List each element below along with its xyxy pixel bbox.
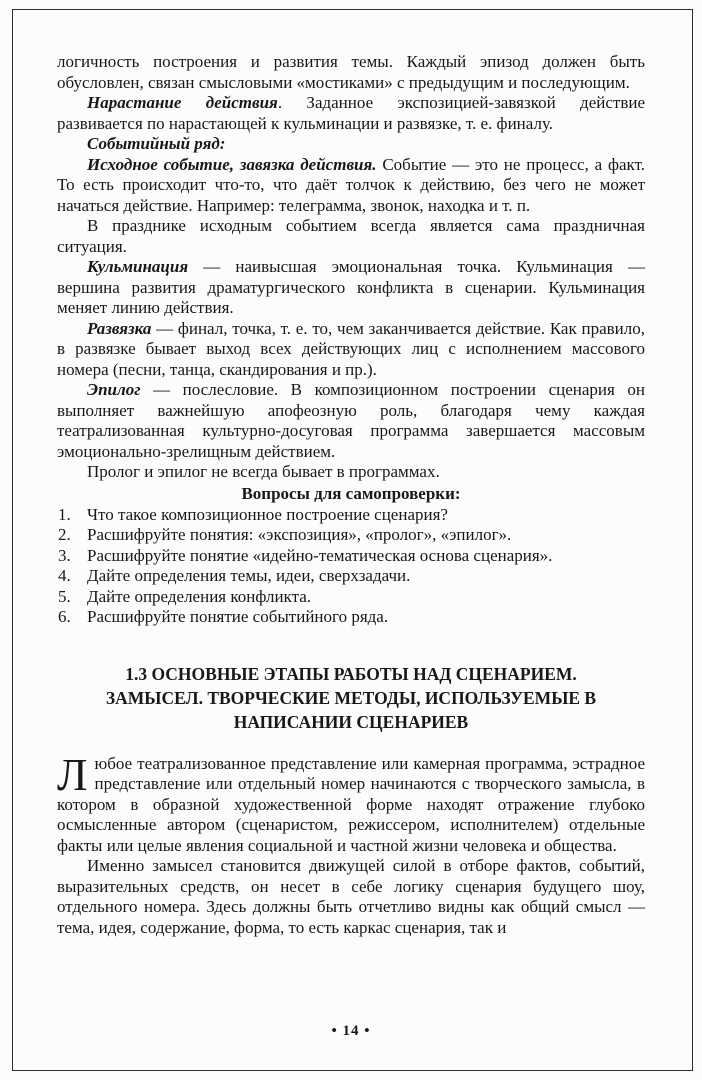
paragraph-zamysel-sila: Именно замысел становится движущей силой в отборе фактов, событий, выразительных средств, он несет в себе логику сценария будущего шоу, отдельного номера. Здесь должны быть отчетливо видны как общий смысл — тема, идея, содержание, форма, то есть каркас сценария, так и [57, 856, 645, 937]
paragraph-text: . Заданное экспозицией-завязкой действие развивается по нарастающей к кульминации и развязке, т. е. финалу. [57, 93, 645, 133]
section-heading-line: НАПИСАНИИ СЦЕНАРИЕВ [233, 711, 469, 732]
page-content [57, 52, 645, 938]
drop-cap-letter: Л [57, 749, 88, 800]
term-razvyazka: Развязка [87, 318, 152, 338]
list-item-number: 5. [58, 586, 71, 606]
list-item [57, 525, 645, 546]
paragraph-prazdnik: В празднике исходным событием всегда является сама праздничная ситуация. [57, 216, 645, 256]
list-item [57, 505, 645, 526]
section-heading-1-3 [57, 662, 645, 734]
self-check-questions-heading: Вопросы для самопроверки: [241, 483, 461, 503]
paragraph-kulminaciya [57, 257, 645, 319]
list-item [57, 587, 645, 608]
list-item-text: Дайте определения темы, идеи, сверхзадачи. [87, 566, 411, 585]
list-item-number: 6. [58, 607, 71, 626]
page-number: • 14 • [331, 1023, 371, 1039]
paragraph-zamysel-intro [57, 749, 645, 857]
list-item-number: 1. [58, 504, 71, 524]
paragraph-prolog-epilog: Пролог и эпилог не всегда бывает в программах. [87, 462, 440, 481]
term-epilog: Эпилог [87, 380, 141, 399]
term-ishodnoe-sobytie: Исходное событие, завязка действия. [87, 154, 377, 174]
paragraph-razvyazka [57, 319, 645, 381]
paragraph-ishodnoe-sobytie [57, 155, 645, 217]
paragraph-text: юбое театрализованное представление или камерная программа, эстрадное представление или отдельный номер начинаются с творческого замысла, в котором в образной художественной форме находят отражение глубоко осмысленные автором (сценаристом, режиссером, исполнителем) отдельные факты или целые явления социальной и частной жизни человека и общества. [57, 753, 645, 855]
paragraph-text: Событие — это не процесс, а факт. То есть происходит что-то, что даёт толчок к действию, без чего не может начаться действие. Например: телеграмма, звонок, находка и т. п. [57, 154, 645, 215]
list-item-text: Дайте определения конфликта. [87, 586, 312, 606]
questions-list [57, 505, 645, 628]
paragraph-continued: логичность построения и развития темы. Каждый эпизод должен быть обусловлен, связан смысловыми «мостиками» с предыдущим и последующим. [57, 52, 645, 92]
list-item-number: 3. [58, 545, 71, 565]
list-item [57, 607, 645, 628]
list-item-text: Расшифруйте понятие событийного ряда. [87, 607, 389, 626]
section-heading-line: ЗАМЫСЕЛ. ТВОРЧЕСКИЕ МЕТОДЫ, ИСПОЛЬЗУЕМЫЕ В [105, 687, 597, 708]
paragraph-epilog [57, 380, 645, 462]
list-item-text: Расшифруйте понятия: «экспозиция», «пролог», «эпилог». [87, 525, 512, 544]
paragraph-text: — послесловие. В композиционном построении сценария он выполняет важнейшую апофеозную роль, благодаря чему каждая театрализованная культурно-досуговая программа завершается массовым эмоционально-зрелищным действием. [57, 380, 645, 461]
paragraph-narastanie-deystviya [57, 93, 645, 134]
term-sobytiyny-ryad: Событийный ряд: [87, 134, 226, 153]
list-item-text: Расшифруйте понятие «идейно-тематическая основа сценария». [87, 545, 553, 565]
paragraph-text: — финал, точка, т. е. то, чем заканчивается действие. Как правило, в развязке бывает выход всех действующих лиц с исполнением массового номера (песни, танца, скандирования и пр.). [57, 318, 645, 379]
list-item [57, 546, 645, 567]
term-narastanie: Нарастание действия [87, 93, 278, 112]
paragraph-text: — наивысшая эмоциональная точка. Кульминация — вершина развития драматургического конфликта в сценарии. Кульминация меняет линию действия. [57, 257, 645, 317]
list-item [57, 566, 645, 587]
term-kulminaciya: Кульминация [87, 257, 189, 276]
list-item-text: Что такое композиционное построение сценария? [87, 504, 448, 524]
list-item-number: 4. [58, 566, 71, 585]
list-item-number: 2. [58, 525, 71, 544]
paragraph-sobytiyny-ryad [57, 134, 645, 155]
section-heading-line: 1.3 ОСНОВНЫЕ ЭТАПЫ РАБОТЫ НАД СЦЕНАРИЕМ. [125, 663, 577, 684]
